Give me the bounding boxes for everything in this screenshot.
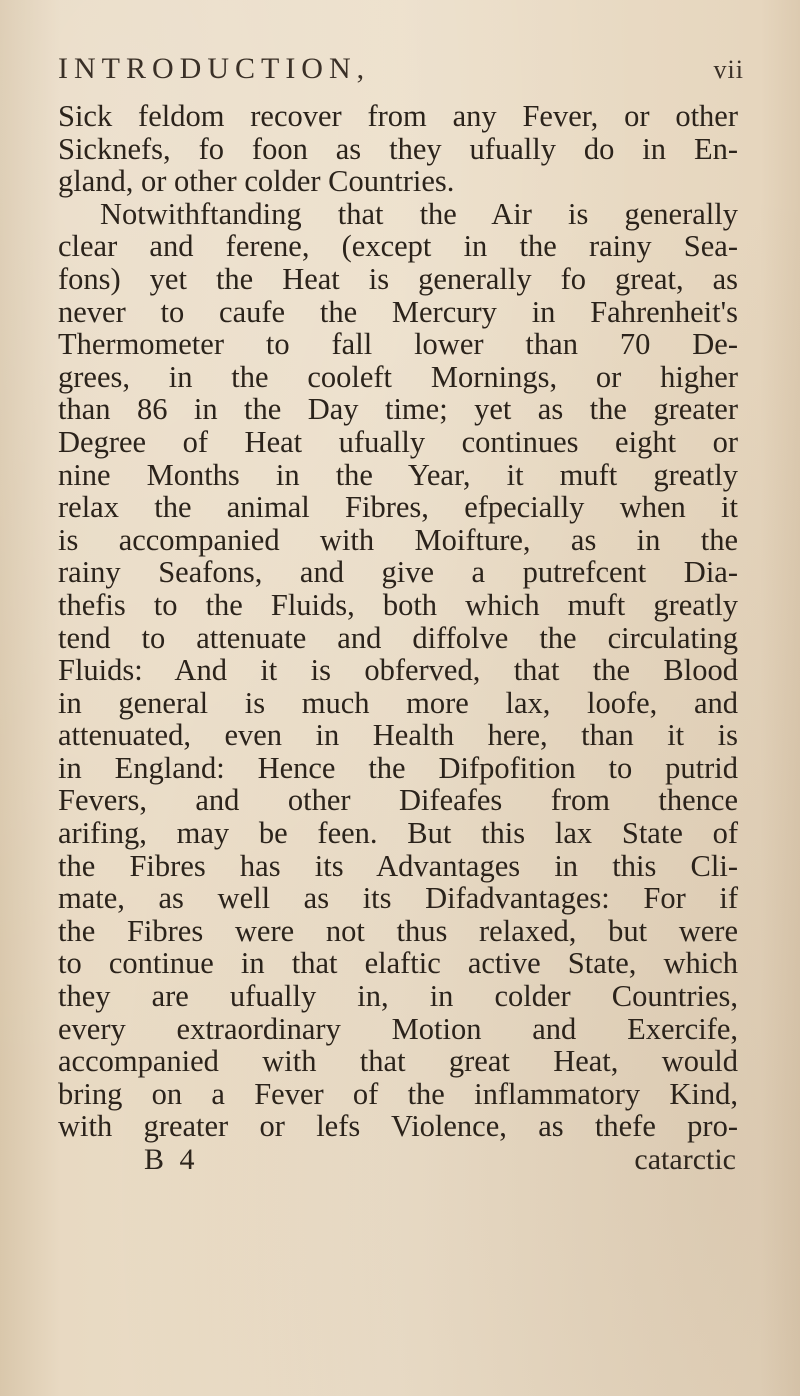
catchword: catarctic [634,1143,736,1176]
text-line: mate, as well as its Difadvantages: For if [58,881,738,916]
text-line: bring on a Fever of the inflammatory Kind, [58,1076,738,1111]
text-line: Sick feldom recover from any Fever, or other [58,99,738,133]
text-line: never to caufe the Mercury in Fahrenheit's [58,294,738,329]
text-line: the Fibres has its Advantages in this Cli- [58,848,738,883]
text-line: gland, or other colder Countries. [58,164,455,199]
running-header [58,52,744,100]
text-line: every extraordinary Motion and Exercife, [58,1011,738,1046]
signature-mark: B 4 [144,1143,199,1176]
text-line: nine Months in the Year, it muft greatly [58,457,738,492]
text-line: thefis to the Fluids, both which muft greatly [58,587,738,622]
text-line: in England: Hence the Difpofition to putrid [58,750,738,785]
page-text-block [58,52,744,1177]
text-line: with greater or lefs Violence, as thefe pro- [58,1109,738,1144]
text-line: the Fibres were not thus relaxed, but were [58,913,738,948]
running-title: INTRODUCTION, [58,52,371,85]
text-line: Fluids: And it is obferved, that the Blood [58,653,738,688]
text-line: rainy Seafons, and give a putrefcent Dia- [58,555,738,590]
text-line: grees, in the cooleft Mornings, or higher [58,359,738,394]
page-number: vii [713,55,744,84]
page-footer [58,1143,738,1177]
text-line: Thermometer to fall lower than 70 De- [58,327,738,362]
text-line: is accompanied with Moifture, as in the [58,522,738,557]
text-line: tend to attenuate and diffolve the circulating [58,620,738,655]
text-line: fons) yet the Heat is generally fo great, as [58,261,738,296]
text-line: arifing, may be feen. But this lax State of [58,816,738,851]
text-line: Sicknefs, fo foon as they ufually do in En- [58,131,738,166]
text-line: than 86 in the Day time; yet as the greater [58,392,738,427]
text-line: in general is much more lax, loofe, and [58,685,738,720]
text-line: Notwithftanding that the Air is generally [100,196,738,231]
text-line: accompanied with that great Heat, would [58,1044,738,1079]
text-line: they are ufually in, in colder Countries, [58,979,738,1014]
text-line: Fevers, and other Difeafes from thence [58,783,738,818]
text-line: to continue in that elaftic active State, which [58,946,738,981]
text-line: attenuated, even in Health here, than it is [58,718,738,753]
text-line: Degree of Heat ufually continues eight or [58,424,738,459]
text-line: relax the animal Fibres, efpecially when it [58,490,738,525]
text-line: clear and ferene, (except in the rainy Sea- [58,229,738,264]
